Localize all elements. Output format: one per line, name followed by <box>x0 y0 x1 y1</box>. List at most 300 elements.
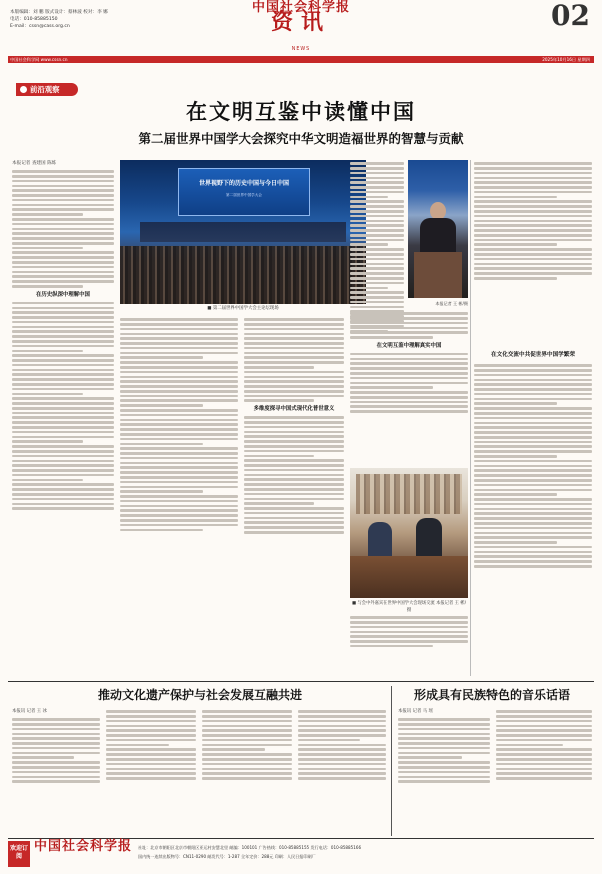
text-line-placeholder <box>474 541 557 544</box>
section-head-4: 在文化交流中共促世界中国学繁荣 <box>491 352 575 358</box>
text-line-placeholder <box>350 220 404 223</box>
text-line-placeholder <box>474 431 592 434</box>
text-line-placeholder <box>298 720 386 723</box>
text-line-placeholder <box>474 167 592 170</box>
text-line-placeholder <box>202 734 292 737</box>
text-line-placeholder <box>350 229 404 232</box>
text-line-placeholder <box>474 503 592 506</box>
text-line-placeholder <box>120 361 238 364</box>
masthead <box>0 0 602 70</box>
section-head-1: 在历史纵深中理解中国 <box>36 291 90 298</box>
photo-caption-two: ■ 与会中外嘉宾在世界中国学大会现场交流 本报记者 王 彬/摄 <box>351 601 467 614</box>
text-line-placeholder <box>474 234 592 237</box>
text-line-placeholder <box>12 469 114 472</box>
text-line-placeholder <box>12 383 114 386</box>
text-line-placeholder <box>298 758 386 761</box>
text-line-placeholder <box>202 725 292 728</box>
bottom-left-text-3 <box>202 708 292 834</box>
text-line-placeholder <box>120 390 238 393</box>
text-line-placeholder <box>244 356 344 359</box>
text-line-placeholder <box>298 744 386 747</box>
text-line-placeholder <box>350 367 468 370</box>
text-line-placeholder <box>244 390 344 393</box>
text-line-placeholder <box>474 551 592 554</box>
text-line-placeholder <box>120 318 238 321</box>
text-line-placeholder <box>12 275 114 278</box>
page-footer <box>8 838 594 868</box>
text-lines <box>12 170 114 287</box>
text-line-placeholder <box>350 287 388 290</box>
text-line-placeholder <box>474 460 592 463</box>
text-line-placeholder <box>474 277 557 280</box>
article-byline: 本报记者 查建国 陈炼 <box>12 161 57 166</box>
text-line-placeholder <box>12 445 114 448</box>
text-line-placeholder <box>202 739 292 742</box>
text-line-placeholder <box>474 484 592 487</box>
text-line-placeholder <box>350 645 433 648</box>
text-line-placeholder <box>474 527 592 530</box>
text-line-placeholder <box>120 529 203 532</box>
text-line-placeholder <box>202 748 265 751</box>
text-line-placeholder <box>12 175 114 178</box>
text-line-placeholder <box>474 215 592 218</box>
article-title: 在文明互鉴中读懂中国 <box>186 99 416 124</box>
text-line-placeholder <box>474 200 592 203</box>
text-line-placeholder <box>12 350 83 353</box>
text-line-placeholder <box>120 371 238 374</box>
text-line-placeholder <box>244 333 344 336</box>
text-line-placeholder <box>12 416 114 419</box>
text-column-5b <box>474 362 592 676</box>
text-line-placeholder <box>12 402 114 405</box>
text-line-placeholder <box>120 476 238 479</box>
text-line-placeholder <box>350 372 468 375</box>
text-line-placeholder <box>474 210 592 213</box>
text-line-placeholder <box>12 393 83 396</box>
text-line-placeholder <box>350 272 404 275</box>
text-line-placeholder <box>202 753 292 756</box>
text-line-placeholder <box>350 353 468 356</box>
text-line-placeholder <box>350 640 468 643</box>
text-line-placeholder <box>202 772 292 775</box>
text-line-placeholder <box>244 376 344 379</box>
text-line-placeholder <box>12 316 114 319</box>
section-head-3: 在文明互鉴中理解真实中国 <box>376 342 442 349</box>
text-line-placeholder <box>350 358 468 361</box>
text-line-placeholder <box>474 205 592 208</box>
text-line-placeholder <box>202 720 292 723</box>
photo-caption-side: 本报记者 王 彬/摄 <box>435 301 468 306</box>
text-column-4b <box>350 310 468 462</box>
text-line-placeholder <box>398 761 490 764</box>
text-line-placeholder <box>12 780 100 783</box>
text-line-placeholder <box>474 177 592 180</box>
text-line-placeholder <box>244 526 344 529</box>
bottom-left-text-4 <box>298 708 386 834</box>
text-line-placeholder <box>120 366 238 369</box>
footer-info <box>138 844 594 861</box>
text-line-placeholder <box>106 777 196 780</box>
text-line-placeholder <box>298 772 386 775</box>
text-line-placeholder <box>244 483 344 486</box>
text-line-placeholder <box>244 385 344 388</box>
section-title: 资讯 <box>270 9 331 35</box>
text-line-placeholder <box>12 321 114 324</box>
text-line-placeholder <box>350 172 404 175</box>
text-line-placeholder <box>12 218 114 221</box>
text-line-placeholder <box>12 488 114 491</box>
text-line-placeholder <box>350 177 404 180</box>
text-line-placeholder <box>298 777 386 780</box>
text-line-placeholder <box>398 771 490 774</box>
text-line-placeholder <box>12 440 83 443</box>
text-line-placeholder <box>350 234 404 237</box>
text-line-placeholder <box>120 376 238 379</box>
text-line-placeholder <box>474 422 592 425</box>
text-line-placeholder <box>474 474 592 477</box>
text-line-placeholder <box>474 469 592 472</box>
text-line-placeholder <box>350 186 404 189</box>
text-line-placeholder <box>106 768 196 771</box>
text-line-placeholder <box>350 382 468 385</box>
text-line-placeholder <box>120 466 238 469</box>
text-line-placeholder <box>106 734 196 737</box>
text-line-placeholder <box>298 734 386 737</box>
text-line-placeholder <box>12 271 114 274</box>
text-line-placeholder <box>474 196 557 199</box>
text-line-placeholder <box>244 450 344 453</box>
text-line-placeholder <box>12 223 114 226</box>
text-line-placeholder <box>496 720 592 723</box>
text-line-placeholder <box>398 723 490 726</box>
text-line-placeholder <box>12 474 114 477</box>
text-line-placeholder <box>12 728 100 731</box>
text-line-placeholder <box>12 421 114 424</box>
bottom-column-rule <box>391 686 392 836</box>
text-line-placeholder <box>12 493 114 496</box>
text-line-placeholder <box>202 768 292 771</box>
text-line-placeholder <box>474 369 592 372</box>
text-line-placeholder <box>474 417 592 420</box>
text-line-placeholder <box>244 342 344 345</box>
text-line-placeholder <box>474 522 592 525</box>
text-line-placeholder <box>12 189 114 192</box>
text-line-placeholder <box>12 373 114 376</box>
text-line-placeholder <box>120 428 238 431</box>
text-line-placeholder <box>106 744 169 747</box>
text-line-placeholder <box>202 763 292 766</box>
text-line-placeholder <box>12 378 114 381</box>
text-line-placeholder <box>474 239 592 242</box>
text-line-placeholder <box>350 386 433 389</box>
text-line-placeholder <box>474 493 557 496</box>
text-line-placeholder <box>106 725 196 728</box>
text-line-placeholder <box>12 307 114 310</box>
text-line-placeholder <box>12 237 114 240</box>
conference-photo <box>120 160 366 304</box>
text-line-placeholder <box>244 380 344 383</box>
text-line-placeholder <box>12 359 114 362</box>
text-line-placeholder <box>350 336 433 339</box>
text-line-placeholder <box>244 502 314 505</box>
text-line-placeholder <box>120 524 238 527</box>
tag-dot-icon <box>20 86 27 93</box>
section-divider <box>8 681 594 682</box>
text-line-placeholder <box>12 397 114 400</box>
text-line-placeholder <box>474 364 592 367</box>
bookcase <box>356 474 462 514</box>
text-line-placeholder <box>350 215 404 218</box>
text-line-placeholder <box>350 282 404 285</box>
text-line-placeholder <box>474 263 592 266</box>
section-title-en: NEWS <box>291 47 311 52</box>
text-line-placeholder <box>474 267 592 270</box>
text-line-placeholder <box>120 519 238 522</box>
text-line-placeholder <box>350 205 404 208</box>
text-line-placeholder <box>12 737 100 740</box>
text-line-placeholder <box>12 388 114 391</box>
text-line-placeholder <box>106 720 196 723</box>
text-line-placeholder <box>350 277 404 280</box>
text-line-placeholder <box>298 748 386 751</box>
text-line-placeholder <box>120 471 238 474</box>
text-line-placeholder <box>298 763 386 766</box>
text-line-placeholder <box>474 162 592 165</box>
text-line-placeholder <box>106 748 196 751</box>
text-line-placeholder <box>474 436 592 439</box>
text-line-placeholder <box>12 431 114 434</box>
text-line-placeholder <box>398 756 462 759</box>
text-line-placeholder <box>12 771 100 774</box>
text-line-placeholder <box>12 426 114 429</box>
text-column-3 <box>244 316 344 676</box>
email-line: E-mail：cssn@cass.org.cn <box>10 24 70 29</box>
text-line-placeholder <box>12 251 114 254</box>
text-line-placeholder <box>350 267 404 270</box>
bottom-article-title-right: 形成具有民族特色的音乐话语 <box>413 688 570 702</box>
text-line-placeholder <box>244 395 344 398</box>
text-line-placeholder <box>12 232 114 235</box>
text-line-placeholder <box>120 514 238 517</box>
text-line-placeholder <box>244 361 344 364</box>
text-line-placeholder <box>298 753 386 756</box>
newspaper-name: 中国社会科学报 <box>251 0 350 15</box>
bottom-byline-left: 本报讯 记者 王 冰 <box>12 709 47 714</box>
text-line-placeholder <box>474 398 592 401</box>
text-line-placeholder <box>350 631 468 634</box>
bottom-right-text-2 <box>496 708 592 834</box>
text-line-placeholder <box>106 753 196 756</box>
speaker-photo <box>408 160 468 298</box>
text-line-placeholder <box>474 532 592 535</box>
text-line-placeholder <box>120 505 238 508</box>
screen-subtitle: 第二届世界中国学大会 <box>226 193 262 197</box>
text-line-placeholder <box>106 763 196 766</box>
text-line-placeholder <box>244 347 344 350</box>
page-number: 02 <box>551 0 590 32</box>
text-line-placeholder <box>12 412 114 415</box>
text-line-placeholder <box>474 374 592 377</box>
text-line-placeholder <box>398 718 490 721</box>
text-line-placeholder <box>202 777 292 780</box>
text-line-placeholder <box>120 385 238 388</box>
text-line-placeholder <box>350 626 468 629</box>
text-line-placeholder <box>12 756 74 759</box>
text-line-placeholder <box>244 435 344 438</box>
text-line-placeholder <box>244 469 344 472</box>
text-line-placeholder <box>496 715 592 718</box>
text-line-placeholder <box>120 347 238 350</box>
text-line-placeholder <box>12 340 114 343</box>
text-line-placeholder <box>496 763 592 766</box>
text-line-placeholder <box>12 450 114 453</box>
text-line-placeholder <box>350 191 404 194</box>
text-line-placeholder <box>120 447 238 450</box>
text-line-placeholder <box>244 474 344 477</box>
text-line-placeholder <box>12 761 100 764</box>
editor-line: 本版编辑：刘 鹏 版式设计：蔡林波 校对：李 娜 <box>10 10 108 15</box>
text-line-placeholder <box>496 725 592 728</box>
text-line-placeholder <box>496 748 592 751</box>
text-line-placeholder <box>474 172 592 175</box>
text-line-placeholder <box>120 481 238 484</box>
text-line-placeholder <box>12 460 114 463</box>
text-line-placeholder <box>12 345 114 348</box>
text-line-placeholder <box>12 776 100 779</box>
text-line-placeholder <box>398 766 490 769</box>
text-line-placeholder <box>202 715 292 718</box>
text-line-placeholder <box>350 181 404 184</box>
text-line-placeholder <box>120 509 238 512</box>
text-line-placeholder <box>474 465 592 468</box>
text-line-placeholder <box>474 498 592 501</box>
text-line-placeholder <box>120 419 238 422</box>
text-line-placeholder <box>244 323 344 326</box>
footer-newspaper-name: 中国社会科学报 <box>34 839 133 854</box>
text-line-placeholder <box>350 243 388 246</box>
text-line-placeholder <box>244 440 344 443</box>
text-line-placeholder <box>350 291 404 294</box>
text-line-placeholder <box>474 489 592 492</box>
text-line-placeholder <box>120 395 238 398</box>
text-line-placeholder <box>474 229 592 232</box>
text-line-placeholder <box>474 393 592 396</box>
text-line-placeholder <box>12 326 114 329</box>
text-line-placeholder <box>350 296 404 299</box>
text-line-placeholder <box>350 263 404 266</box>
text-line-placeholder <box>474 508 592 511</box>
text-line-placeholder <box>12 311 114 314</box>
text-line-placeholder <box>244 517 344 520</box>
text-line-placeholder <box>474 191 592 194</box>
text-line-placeholder <box>350 362 468 365</box>
text-line-placeholder <box>474 445 592 448</box>
text-line-placeholder <box>12 354 114 357</box>
text-line-placeholder <box>244 464 344 467</box>
text-line-placeholder <box>244 493 344 496</box>
text-line-placeholder <box>244 366 314 369</box>
text-line-placeholder <box>12 742 100 745</box>
photo-caption-main: ■ 第二届世界中国学大会主论坛现场 <box>207 306 279 311</box>
text-line-placeholder <box>398 776 490 779</box>
text-line-placeholder <box>202 744 292 747</box>
text-line-placeholder <box>350 312 468 315</box>
text-line-placeholder <box>298 739 360 742</box>
text-line-placeholder <box>350 200 404 203</box>
text-line-placeholder <box>12 242 114 245</box>
text-line-placeholder <box>12 718 100 721</box>
text-line-placeholder <box>120 352 238 355</box>
text-line-placeholder <box>398 728 490 731</box>
column-tag <box>16 83 78 96</box>
text-line-placeholder <box>474 243 557 246</box>
text-line-placeholder <box>244 498 344 501</box>
text-line-placeholder <box>120 414 238 417</box>
bottom-right-text-1 <box>398 716 490 834</box>
text-line-placeholder <box>474 388 592 391</box>
text-line-placeholder <box>244 521 344 524</box>
audience <box>120 246 366 304</box>
text-line-placeholder <box>12 247 83 250</box>
text-line-placeholder <box>244 445 344 448</box>
text-line-placeholder <box>12 335 114 338</box>
bottom-byline-right: 本报讯 记者 马 瑶 <box>398 709 433 714</box>
text-line-placeholder <box>244 318 344 321</box>
text-line-placeholder <box>474 181 592 184</box>
text-line-placeholder <box>474 224 592 227</box>
text-line-placeholder <box>12 723 100 726</box>
text-line-placeholder <box>12 455 114 458</box>
text-line-placeholder <box>244 431 344 434</box>
text-line-placeholder <box>12 256 114 259</box>
text-line-placeholder <box>350 396 468 399</box>
article-subtitle: 第二届世界中国学大会探究中华文明造福世界的智慧与贡献 <box>138 131 464 146</box>
text-line-placeholder <box>12 766 100 769</box>
text-line-placeholder <box>496 729 592 732</box>
text-line-placeholder <box>120 323 238 326</box>
text-line-placeholder <box>106 710 196 713</box>
text-line-placeholder <box>474 546 592 549</box>
text-line-placeholder <box>120 423 238 426</box>
text-line-placeholder <box>120 443 203 446</box>
text-line-placeholder <box>474 379 592 382</box>
text-line-placeholder <box>12 280 114 283</box>
text-line-placeholder <box>12 285 83 288</box>
text-line-placeholder <box>496 739 592 742</box>
text-line-placeholder <box>350 621 468 624</box>
text-line-placeholder <box>398 733 490 736</box>
text-line-placeholder <box>202 758 292 761</box>
text-line-placeholder <box>12 204 114 207</box>
phone-line: 电话：010-85885150 <box>10 17 58 22</box>
text-line-placeholder <box>474 555 592 558</box>
text-line-placeholder <box>12 302 114 305</box>
text-line-placeholder <box>474 479 592 482</box>
text-line-placeholder <box>106 729 196 732</box>
text-line-placeholder <box>106 758 196 761</box>
text-line-placeholder <box>120 342 238 345</box>
text-line-placeholder <box>298 729 386 732</box>
text-line-placeholder <box>474 248 592 251</box>
text-line-placeholder <box>474 517 592 520</box>
text-line-placeholder <box>474 220 592 223</box>
text-line-placeholder <box>120 333 238 336</box>
text-column-1 <box>12 168 114 678</box>
text-line-placeholder <box>474 455 557 458</box>
text-line-placeholder <box>120 452 238 455</box>
text-line-placeholder <box>106 772 196 775</box>
text-line-placeholder <box>202 729 292 732</box>
